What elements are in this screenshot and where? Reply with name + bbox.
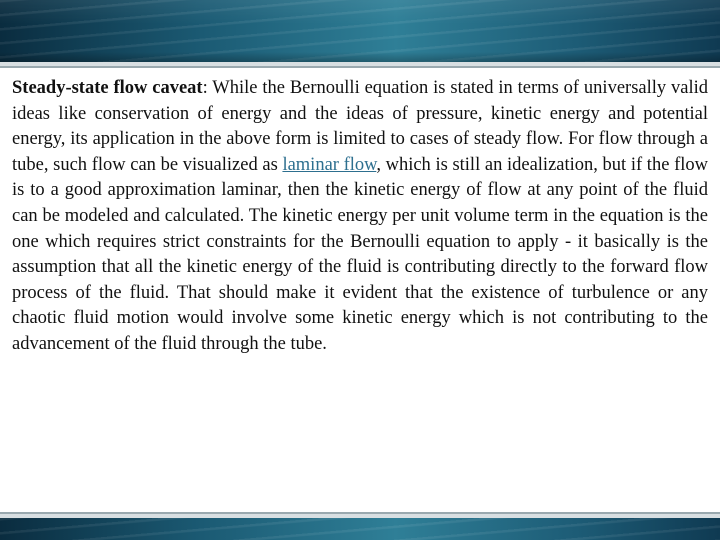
bottom-banner-streaks (0, 518, 720, 540)
laminar-flow-link[interactable]: laminar flow (282, 154, 377, 175)
slide-body-text (12, 76, 708, 358)
caveat-heading: Steady-state flow caveat (12, 78, 203, 98)
top-banner (0, 0, 720, 62)
body-text-part-2: , which is still an idealization, but if the flow is to a good approximation laminar, then the kinetic energy of flow at any point of the fluid can be modeled and calculated. The kinetic energy per unit volume term in the equation is the one which requires strict constraints for the Bernoulli equation to apply - it basically is the assumption that all the kinetic energy of the fluid is contributing directly to the forward flow process of the fluid. That should make it evident that the existence of turbulence or any chaotic fluid motion would involve some kinetic energy which is not contributing to the advancement of the fluid through the tube. (12, 154, 708, 354)
top-divider-line (0, 66, 720, 68)
body-text-part-1: : While the Bernoulli equation is stated in terms of universally valid ideas like conservation of energy and the ideas of pressure, kinetic energy and potential energy, its application in the above form is limited to cases of steady flow. For flow through a tube, such flow can be visualized as (12, 78, 708, 175)
banner-shade (0, 52, 720, 62)
bottom-banner (0, 518, 720, 540)
